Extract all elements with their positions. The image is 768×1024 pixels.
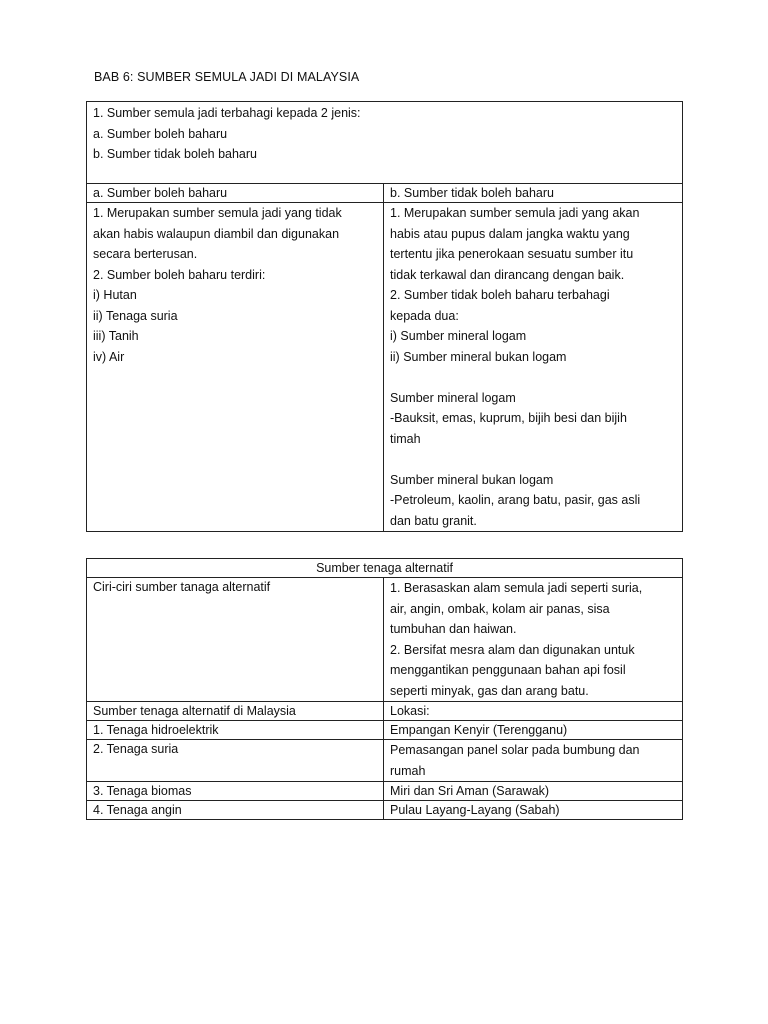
text-line: habis atau pupus dalam jangka waktu yang <box>390 226 630 241</box>
text-line: 1. Merupakan sumber semula jadi yang akan <box>390 206 640 220</box>
page-title: BAB 6: SUMBER SEMULA JADI DI MALAYSIA <box>94 70 360 84</box>
energy-source-row <box>87 740 683 782</box>
text-line: dan batu granit. <box>390 513 477 528</box>
blank-line <box>390 449 676 470</box>
energy-source-row <box>87 782 683 801</box>
energy-source-name: 1. Tenaga hidroelektrik <box>87 721 384 740</box>
header-nonrenewable: b. Sumber tidak boleh baharu <box>384 184 683 203</box>
text-line: Pulau Layang-Layang (Sabah) <box>390 803 560 817</box>
text-line: i) Sumber mineral logam <box>390 329 527 343</box>
energy-table-header: Sumber tenaga alternatif <box>87 559 683 578</box>
text-line: -Bauksit, emas, kuprum, bijih besi dan bijih <box>390 411 627 425</box>
text-line: tidak terkawal dan dirancang dengan baik. <box>390 267 625 282</box>
intro-line: b. Sumber tidak boleh baharu <box>93 147 257 161</box>
text-line: ii) Sumber mineral bukan logam <box>390 349 567 364</box>
description-row <box>87 203 683 532</box>
alternative-energy-table <box>86 558 683 820</box>
header-renewable: a. Sumber boleh baharu <box>87 184 384 203</box>
text-line: seperti minyak, gas dan arang batu. <box>390 683 589 698</box>
text-line: -Petroleum, kaolin, arang batu, pasir, gas asli <box>390 493 641 507</box>
characteristics-label: Ciri-ciri sumber tanaga alternatif <box>87 578 384 702</box>
text-line: iii) Tanih <box>93 329 139 343</box>
natural-resources-table <box>86 101 683 532</box>
text-line: Miri dan Sri Aman (Sarawak) <box>390 784 550 798</box>
text-line: Sumber mineral bukan logam <box>390 472 554 487</box>
text-line: i) Hutan <box>93 288 137 302</box>
energy-source-location <box>384 782 683 801</box>
text-line: 2. Sumber tidak boleh baharu terbahagi <box>390 288 610 302</box>
blank-line <box>390 367 676 388</box>
text-line: akan habis walaupun diambil dan digunakan <box>93 226 340 241</box>
characteristics-row <box>87 578 683 702</box>
energy-source-location <box>384 801 683 820</box>
location-column-header: Lokasi: <box>384 702 683 721</box>
energy-source-name: 4. Tenaga angin <box>87 801 384 820</box>
energy-source-location <box>384 721 683 740</box>
energy-source-row <box>87 721 683 740</box>
text-line: air, angin, ombak, kolam air panas, sisa <box>390 601 610 616</box>
text-line: ii) Tenaga suria <box>93 308 178 323</box>
text-line: 1. Berasaskan alam semula jadi seperti suria, <box>390 581 643 595</box>
text-line: rumah <box>390 763 426 778</box>
characteristics-description <box>384 578 683 702</box>
renewable-description <box>87 203 384 532</box>
text-line: 2. Bersifat mesra alam dan digunakan untuk <box>390 642 635 657</box>
text-line: Empangan Kenyir (Terengganu) <box>390 723 568 737</box>
text-line: iv) Air <box>93 349 125 364</box>
energy-source-name: 3. Tenaga biomas <box>87 782 384 801</box>
text-line: tertentu jika penerokaan sesuatu sumber itu <box>390 247 634 261</box>
text-line: secara berterusan. <box>93 247 198 261</box>
text-line: 1. Merupakan sumber semula jadi yang tidak <box>93 206 342 220</box>
energy-source-name: 2. Tenaga suria <box>87 740 384 782</box>
text-line: timah <box>390 431 421 446</box>
intro-line: a. Sumber boleh baharu <box>93 126 228 141</box>
nonrenewable-description <box>384 203 683 532</box>
type-header-row <box>87 184 683 203</box>
energy-source-location <box>384 740 683 782</box>
intro-line: 1. Sumber semula jadi terbahagi kepada 2 jenis: <box>93 106 361 120</box>
energy-column-header-row <box>87 702 683 721</box>
text-line: kepada dua: <box>390 308 459 323</box>
text-line: 2. Sumber boleh baharu terdiri: <box>93 267 266 282</box>
energy-source-row <box>87 801 683 820</box>
text-line: menggantikan penggunaan bahan api fosil <box>390 663 626 677</box>
intro-cell <box>87 102 683 184</box>
text-line: Sumber mineral logam <box>390 390 516 405</box>
text-line: Pemasangan panel solar pada bumbung dan <box>390 743 640 757</box>
intro-row <box>87 102 683 184</box>
energy-source-column-header: Sumber tenaga alternatif di Malaysia <box>87 702 384 721</box>
energy-header-row <box>87 559 683 578</box>
text-line: tumbuhan dan haiwan. <box>390 622 517 636</box>
